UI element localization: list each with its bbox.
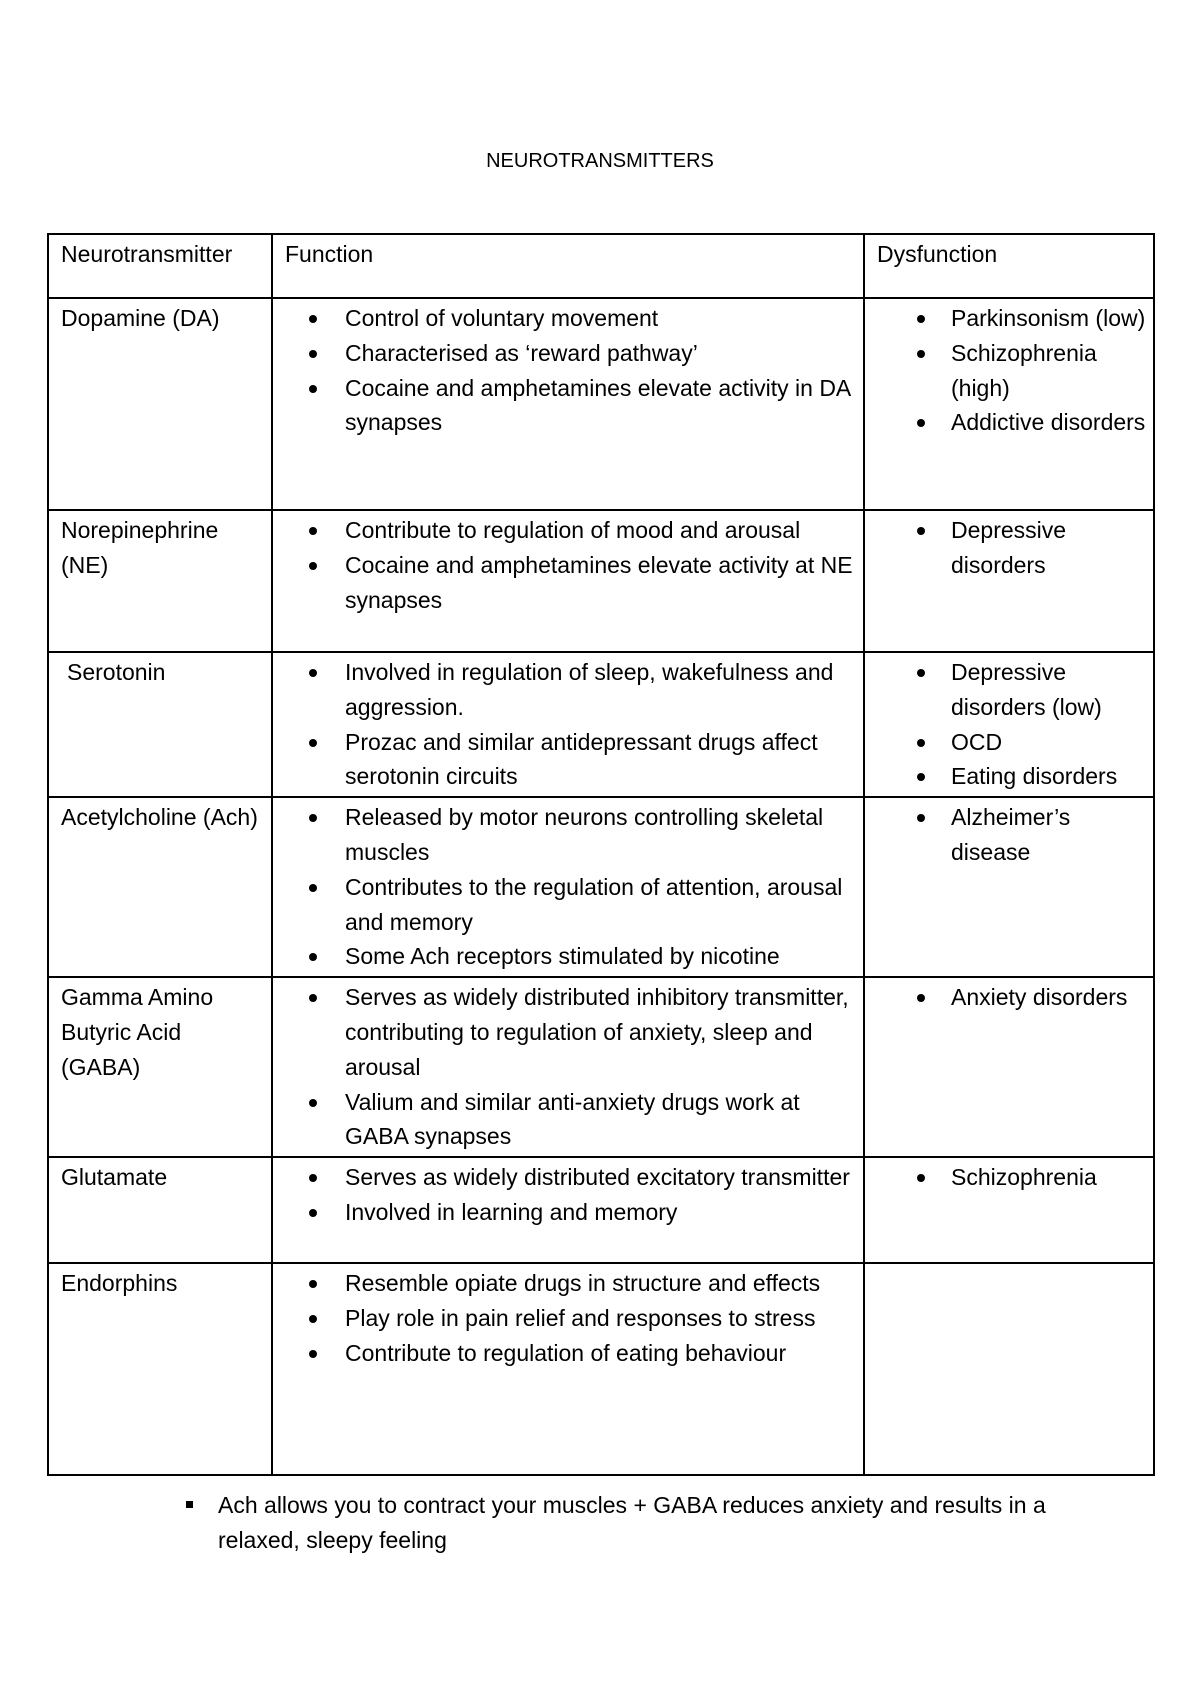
dysfunction-cell [864, 1263, 1154, 1475]
dysfunction-cell [864, 652, 1154, 797]
function-item: Characterised as ‘reward pathway’ [345, 336, 857, 371]
function-item: Contributes to the regulation of attention, arousal and memory [345, 870, 857, 940]
function-cell [272, 298, 864, 510]
dysfunction-list [877, 655, 1147, 794]
dysfunction-item: Alzheimer’s disease [951, 800, 1147, 870]
function-list [285, 1266, 857, 1370]
function-cell [272, 652, 864, 797]
dysfunction-cell [864, 977, 1154, 1157]
dysfunction-item: Parkinsonism (low) [951, 301, 1147, 336]
table-row [48, 1263, 1154, 1475]
table-row [48, 1157, 1154, 1263]
function-cell [272, 510, 864, 652]
header-neurotransmitter: Neurotransmitter [48, 234, 272, 298]
table-row [48, 797, 1154, 977]
dysfunction-cell [864, 1157, 1154, 1263]
dysfunction-item: Depressive disorders (low) [951, 655, 1147, 725]
dysfunction-list [877, 513, 1147, 583]
function-cell [272, 797, 864, 977]
dysfunction-item: Anxiety disorders [951, 980, 1147, 1015]
neurotransmitter-name: Glutamate [48, 1157, 272, 1263]
dysfunction-item: OCD [951, 725, 1147, 760]
function-item: Contribute to regulation of mood and arousal [345, 513, 857, 548]
function-list [285, 655, 857, 794]
function-cell [272, 1263, 864, 1475]
function-item: Some Ach receptors stimulated by nicotine [345, 939, 857, 974]
neurotransmitter-table [47, 233, 1155, 1476]
function-list [285, 1160, 857, 1230]
function-cell [272, 1157, 864, 1263]
function-item: Control of voluntary movement [345, 301, 857, 336]
table-row [48, 977, 1154, 1157]
dysfunction-cell [864, 298, 1154, 510]
function-item: Prozac and similar antidepressant drugs affect serotonin circuits [345, 725, 857, 795]
table-row [48, 510, 1154, 652]
neurotransmitter-name: Dopamine (DA) [48, 298, 272, 510]
dysfunction-list [877, 301, 1147, 440]
table-body [48, 298, 1154, 1475]
table-row [48, 298, 1154, 510]
footnote [218, 1488, 1078, 1558]
function-item: Involved in regulation of sleep, wakefulness and aggression. [345, 655, 857, 725]
table-header-row [48, 234, 1154, 298]
neurotransmitter-name: Serotonin [48, 652, 272, 797]
function-item: Involved in learning and memory [345, 1195, 857, 1230]
function-item: Play role in pain relief and responses to stress [345, 1301, 857, 1336]
neurotransmitter-name: Endorphins [48, 1263, 272, 1475]
neurotransmitter-name: Gamma Amino Butyric Acid (GABA) [48, 977, 272, 1157]
neurotransmitter-name: Acetylcholine (Ach) [48, 797, 272, 977]
dysfunction-list [877, 1160, 1147, 1195]
dysfunction-cell [864, 797, 1154, 977]
dysfunction-cell [864, 510, 1154, 652]
dysfunction-list [877, 800, 1147, 870]
dysfunction-item: Depressive disorders [951, 513, 1147, 583]
function-cell [272, 977, 864, 1157]
dysfunction-item: Addictive disorders [951, 405, 1147, 440]
header-dysfunction: Dysfunction [864, 234, 1154, 298]
function-item: Serves as widely distributed excitatory transmitter [345, 1160, 857, 1195]
footnote-text: Ach allows you to contract your muscles + GABA reduces anxiety and results in a relaxed, sleepy feeling [218, 1492, 1046, 1553]
function-item: Valium and similar anti-anxiety drugs work at GABA synapses [345, 1085, 857, 1155]
neurotransmitter-name: Norepinephrine (NE) [48, 510, 272, 652]
table-row [48, 652, 1154, 797]
page-title: NEUROTRANSMITTERS [486, 150, 714, 172]
function-list [285, 513, 857, 617]
dysfunction-list [877, 980, 1147, 1015]
function-item: Serves as widely distributed inhibitory transmitter, contributing to regulation of anxiety, sleep and arousal [345, 980, 857, 1084]
function-list [285, 301, 857, 440]
dysfunction-item: Schizophrenia (high) [951, 336, 1147, 406]
function-list [285, 980, 857, 1154]
dysfunction-item: Schizophrenia [951, 1160, 1147, 1195]
dysfunction-item: Eating disorders [951, 759, 1147, 794]
square-bullet-icon [186, 1501, 193, 1508]
header-function: Function [272, 234, 864, 298]
function-item: Resemble opiate drugs in structure and effects [345, 1266, 857, 1301]
function-item: Cocaine and amphetamines elevate activity in DA synapses [345, 371, 857, 441]
function-item: Contribute to regulation of eating behaviour [345, 1336, 857, 1371]
function-list [285, 800, 857, 974]
function-item: Released by motor neurons controlling skeletal muscles [345, 800, 857, 870]
function-item: Cocaine and amphetamines elevate activity at NE synapses [345, 548, 857, 618]
